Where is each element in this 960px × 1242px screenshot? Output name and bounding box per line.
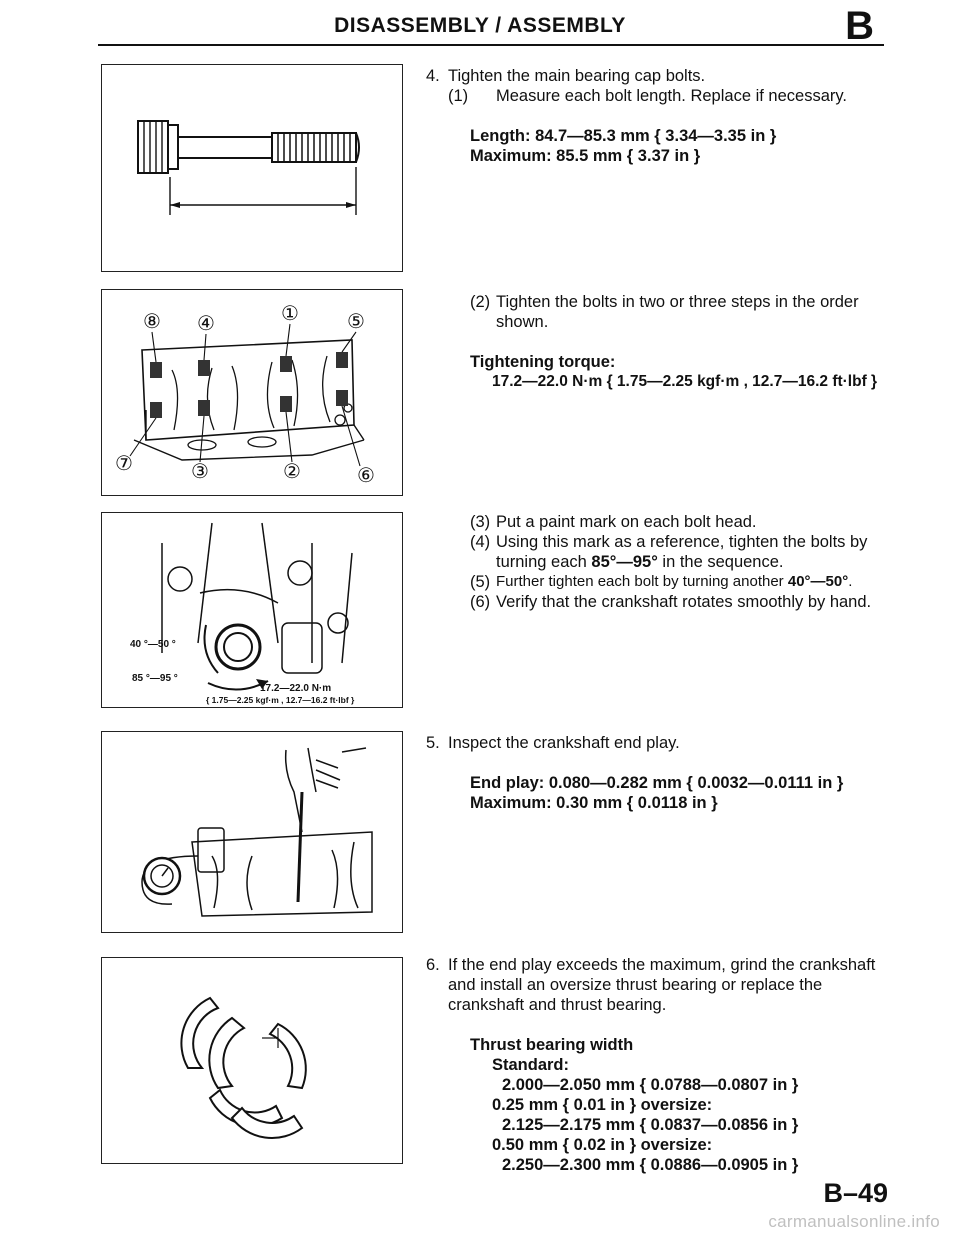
sub-4-number: (4): [470, 533, 491, 551]
section-letter: B: [845, 4, 874, 48]
step-4-3-block: [448, 512, 893, 612]
callout-7: ⑦: [115, 453, 133, 475]
callout-3: ③: [191, 461, 209, 483]
tightening-order-drawing: [102, 290, 402, 495]
callout-8: ⑧: [143, 311, 161, 333]
step-5-number: 5.: [426, 734, 440, 752]
sub-2-text: Tighten the bolts in two or three steps in the order shown.: [496, 293, 859, 331]
thrust-bearing-drawing: [102, 958, 402, 1163]
length-spec: Length: 84.7—85.3 mm { 3.34—3.35 in }: [470, 127, 777, 145]
header-divider: [98, 44, 884, 46]
step-4-number: 4.: [426, 67, 440, 85]
thrust-bearing-figure: [101, 957, 403, 1164]
step-4-2-block: [448, 292, 893, 392]
sub-5-text-a: Further tighten each bolt by turning another: [496, 573, 788, 590]
tightening-order-figure: [101, 289, 403, 496]
step-6-text: If the end play exceeds the maximum, grind the crankshaft and install an oversize thrust bearing or replace the crankshaft and thrust bearing.: [448, 956, 876, 1014]
sub-4-text-b: in the sequence.: [657, 553, 784, 571]
sub-6-number: (6): [470, 593, 491, 611]
angle-tightening-drawing: [102, 513, 402, 707]
sub-5-number: (5): [470, 573, 491, 591]
oversize-050-label: 0.50 mm { 0.02 in } oversize:: [492, 1136, 713, 1154]
torque-label-imperial: { 1.75—2.25 kgf·m , 12.7—16.2 ft·lbf }: [206, 695, 355, 705]
callout-4: ④: [197, 313, 215, 335]
sub-6-text: Verify that the crankshaft rotates smoothly by hand.: [496, 593, 872, 611]
step-4-block: [426, 66, 893, 166]
step-5-block: [426, 733, 893, 813]
page-number: B–49: [823, 1178, 888, 1208]
callout-5: ⑤: [347, 311, 365, 333]
bolt-length-figure: [101, 64, 403, 272]
sub-2-number: (2): [470, 293, 491, 311]
oversize-050-value: 2.250—2.300 mm { 0.0886—0.0905 in }: [502, 1156, 799, 1174]
sub-4-text-a: Using this mark as a reference, tighten the bolts by turning each: [496, 533, 868, 571]
angle-label-2: 85 °—95 °: [132, 673, 178, 684]
standard-value: 2.000—2.050 mm { 0.0788—0.0807 in }: [502, 1076, 799, 1094]
torque-label: Tightening torque:: [470, 353, 616, 371]
standard-label: Standard:: [492, 1056, 570, 1074]
step-6-block: [426, 955, 893, 1175]
angle-label-1: 40 °—50 °: [130, 639, 176, 650]
callout-1: ①: [281, 303, 299, 325]
max-length-spec: Maximum: 85.5 mm { 3.37 in }: [470, 147, 701, 165]
step-6-number: 6.: [426, 956, 440, 974]
watermark: carmanualsonline.info: [768, 1212, 940, 1231]
step-4-text: Tighten the main bearing cap bolts.: [448, 67, 706, 85]
torque-label-nm: 17.2—22.0 N·m: [260, 683, 332, 694]
end-play-max-spec: Maximum: 0.30 mm { 0.0118 in }: [470, 794, 718, 812]
end-play-drawing: [102, 732, 402, 932]
page-title: DISASSEMBLY / ASSEMBLY: [334, 14, 626, 37]
callout-6: ⑥: [357, 465, 375, 487]
sub-3-number: (3): [470, 513, 491, 531]
oversize-025-label: 0.25 mm { 0.01 in } oversize:: [492, 1096, 713, 1114]
end-play-spec: End play: 0.080—0.282 mm { 0.0032—0.0111 in }: [470, 774, 844, 792]
sub-4-angle: 85°—95°: [591, 553, 658, 571]
oversize-025-value: 2.125—2.175 mm { 0.0837—0.0856 in }: [502, 1116, 799, 1134]
end-play-figure: [101, 731, 403, 933]
thrust-width-heading: Thrust bearing width: [470, 1036, 634, 1054]
sub-5-angle: 40°—50°: [787, 573, 849, 590]
angle-tightening-figure: [101, 512, 403, 708]
torque-value: 17.2—22.0 N·m { 1.75—2.25 kgf·m , 12.7—16.2 ft·lbf }: [492, 373, 878, 390]
sub-5-text-b: .: [848, 573, 853, 590]
callout-2: ②: [283, 461, 301, 483]
sub-1-text: Measure each bolt length. Replace if necessary.: [496, 87, 847, 105]
bolt-drawing: [102, 65, 402, 271]
sub-3-text: Put a paint mark on each bolt head.: [496, 513, 757, 531]
step-5-text: Inspect the crankshaft end play.: [448, 734, 680, 752]
sub-1-number: (1): [448, 87, 469, 105]
